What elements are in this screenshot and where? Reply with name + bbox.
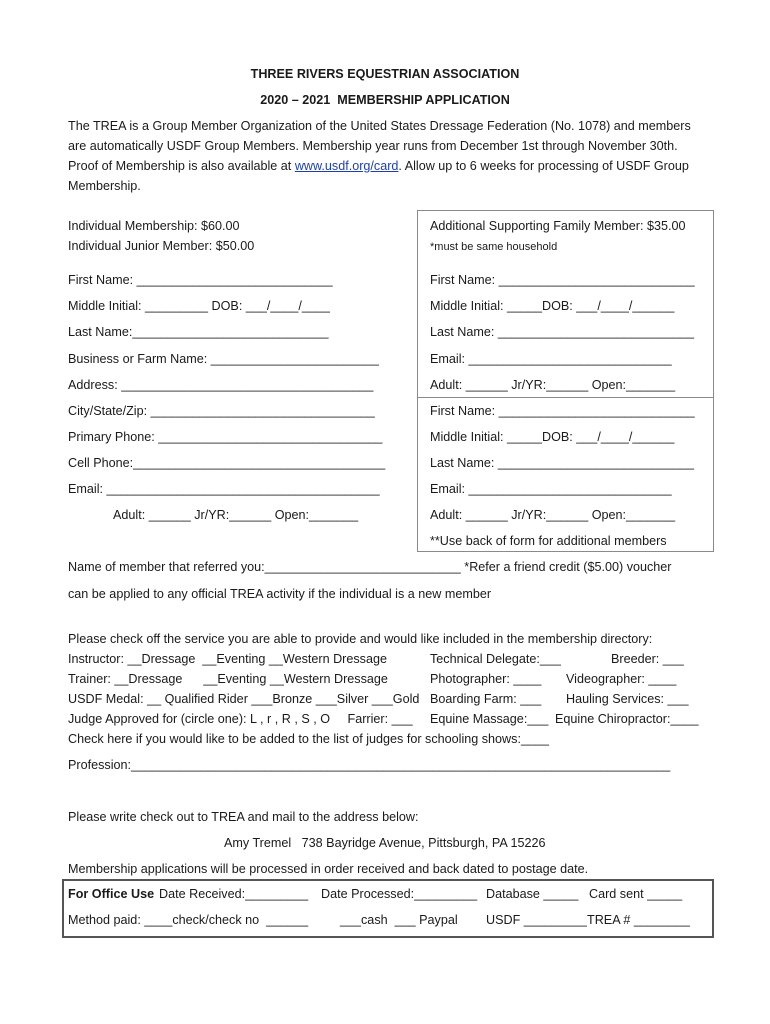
junior-membership: Individual Junior Member: $50.00: [68, 239, 255, 253]
usdf-field[interactable]: USDF _________: [486, 913, 587, 927]
org-title: THREE RIVERS EQUESTRIAN ASSOCIATION: [250, 67, 520, 81]
intro-line-3-prefix: Proof of Membership is also available at: [68, 159, 295, 173]
usdf-card-link[interactable]: www.usdf.org/card: [294, 159, 399, 173]
processing-note: Membership applications will be processed in order received and back dated to postage date.: [68, 862, 589, 876]
middle-dob-field[interactable]: Middle Initial: _________ DOB: ___/____/____: [68, 299, 330, 313]
business-field[interactable]: Business or Farm Name: ________________________: [68, 352, 379, 366]
services-intro: Please check off the service you are able to provide and would like included in the membership directory:: [68, 632, 653, 646]
date-received-field[interactable]: Date Received:_________: [159, 887, 309, 901]
service-instructor[interactable]: Instructor: __Dressage __Eventing __Western Dressage: [68, 652, 387, 666]
method-paid-field[interactable]: Method paid: ____check/check no ______: [68, 913, 309, 927]
additional-members-note: **Use back of form for additional members: [430, 534, 667, 548]
service-technical-delegate[interactable]: Technical Delegate:___: [430, 652, 561, 666]
mail-address: Amy Tremel 738 Bayridge Avenue, Pittsburgh, PA 15226: [224, 836, 546, 850]
intro-line-3: [68, 158, 689, 174]
family-membership: Additional Supporting Family Member: $35.00: [430, 219, 686, 233]
household-note: *must be same household: [430, 241, 558, 253]
service-videographer[interactable]: Videographer: ____: [566, 672, 677, 686]
family1-first-name[interactable]: First Name: ____________________________: [430, 273, 695, 287]
city-field[interactable]: City/State/Zip: ________________________________: [68, 404, 375, 418]
date-processed-field[interactable]: Date Processed:_________: [321, 887, 478, 901]
card-sent-field[interactable]: Card sent _____: [589, 887, 683, 901]
family2-membership-type[interactable]: Adult: ______ Jr/YR:______ Open:_______: [430, 508, 676, 522]
page-title: 2020 – 2021 MEMBERSHIP APPLICATION: [260, 93, 510, 107]
database-field[interactable]: Database _____: [486, 887, 579, 901]
referral-field[interactable]: Name of member that referred you:____________________________ *Refer a friend credit ($5.00) voucher: [68, 560, 672, 574]
office-use-label: For Office Use: [68, 887, 155, 901]
membership-type-field[interactable]: Adult: ______ Jr/YR:______ Open:_______: [113, 508, 359, 522]
intro-line-1: The TREA is a Group Member Organization of the United States Dressage Federation (No. 1078) and members: [68, 119, 691, 133]
service-trainer[interactable]: Trainer: __Dressage __Eventing __Western Dressage: [68, 672, 388, 686]
family1-email[interactable]: Email: _____________________________: [430, 352, 672, 366]
email-field[interactable]: Email: _______________________________________: [68, 482, 380, 496]
service-usdf-medal[interactable]: USDF Medal: __ Qualified Rider ___Bronze ___Silver ___Gold: [68, 692, 420, 706]
family2-first-name[interactable]: First Name: ____________________________: [430, 404, 695, 418]
first-name-field[interactable]: First Name: ____________________________: [68, 273, 333, 287]
primary-phone-field[interactable]: Primary Phone: ________________________________: [68, 430, 383, 444]
intro-line-3-suffix: . Allow up to 6 weeks for processing of USDF Group: [398, 159, 689, 173]
intro-line-4: Membership.: [68, 179, 141, 193]
service-equine-massage[interactable]: Equine Massage:___: [430, 712, 549, 726]
family1-middle-dob[interactable]: Middle Initial: _____DOB: ___/____/______: [430, 299, 675, 313]
mail-instruction: Please write check out to TREA and mail to the address below:: [68, 810, 419, 824]
family2-email[interactable]: Email: _____________________________: [430, 482, 672, 496]
family2-last-name[interactable]: Last Name: ____________________________: [430, 456, 695, 470]
trea-number-field[interactable]: TREA # ________: [587, 913, 690, 927]
intro-line-2: are automatically USDF Group Members. Membership year runs from December 1st through November 30th.: [68, 139, 678, 153]
family-box-divider: [417, 397, 713, 398]
address-field[interactable]: Address: ____________________________________: [68, 378, 374, 392]
referral-note: can be applied to any official TREA activity if the individual is a new member: [68, 587, 492, 601]
service-judge-farrier[interactable]: Judge Approved for (circle one): L , r , R , S , O Farrier: ___: [68, 712, 413, 726]
profession-field[interactable]: Profession:_____________________________________________________________________________: [68, 758, 671, 772]
service-boarding-farm[interactable]: Boarding Farm: ___: [430, 692, 542, 706]
service-breeder[interactable]: Breeder: ___: [611, 652, 684, 666]
service-equine-chiropractor[interactable]: Equine Chiropractor:____: [555, 712, 699, 726]
individual-membership: Individual Membership: $60.00: [68, 219, 240, 233]
last-name-field[interactable]: Last Name:____________________________: [68, 325, 329, 339]
cell-phone-field[interactable]: Cell Phone:____________________________________: [68, 456, 386, 470]
judges-list-checkbox[interactable]: Check here if you would like to be added to the list of judges for schooling shows:____: [68, 732, 549, 746]
cash-paypal-field[interactable]: ___cash ___ Paypal: [340, 913, 458, 927]
service-hauling[interactable]: Hauling Services: ___: [566, 692, 689, 706]
family1-last-name[interactable]: Last Name: ____________________________: [430, 325, 695, 339]
family1-membership-type[interactable]: Adult: ______ Jr/YR:______ Open:_______: [430, 378, 676, 392]
service-photographer[interactable]: Photographer: ____: [430, 672, 542, 686]
family2-middle-dob[interactable]: Middle Initial: _____DOB: ___/____/______: [430, 430, 675, 444]
